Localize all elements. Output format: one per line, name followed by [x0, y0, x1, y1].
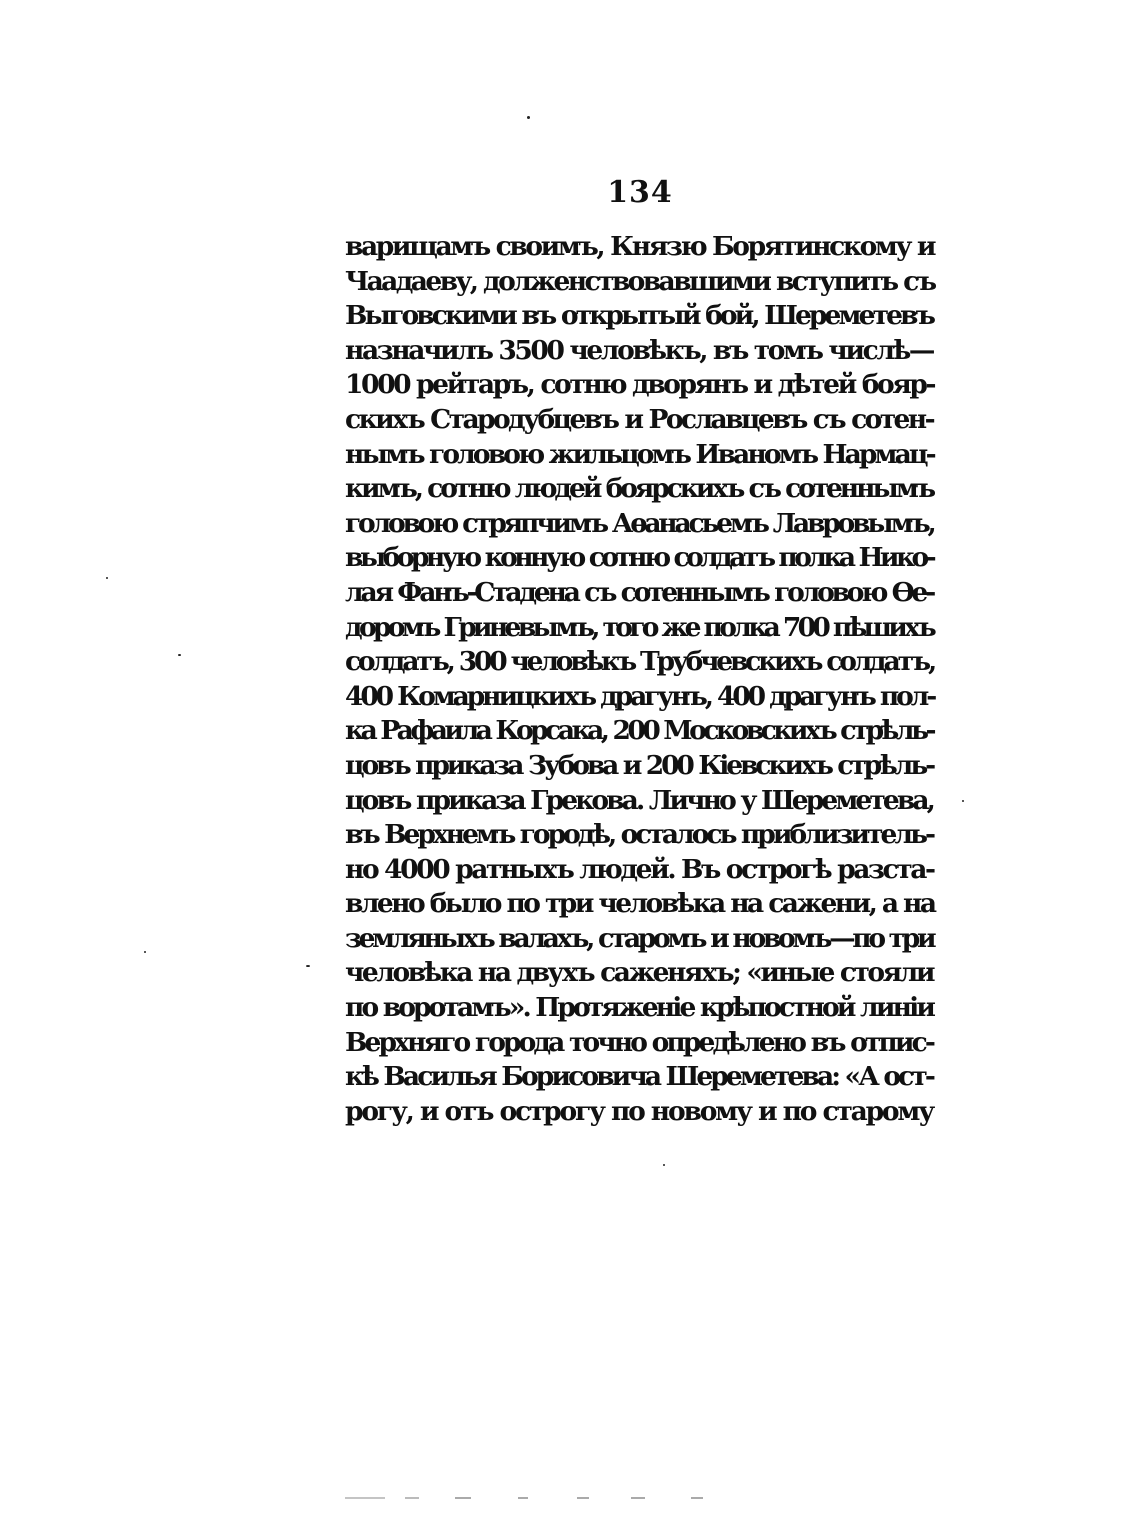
text-line: въ Верхнемъ городѣ, осталось приблизитель- — [345, 819, 933, 851]
scan-mark — [691, 1497, 703, 1499]
text-line: Чаадаеву, долженствовавшими вступить съ — [345, 265, 935, 297]
text-line: 1000 рейтаръ, сотню дворянъ и дѣтей бояр- — [345, 369, 935, 401]
text-line: солдатъ, 300 человѣкъ Трубчевскихъ солдатъ, — [345, 646, 934, 678]
text-line: кѣ Василья Борисовича Шереметева: «А ост- — [345, 1061, 933, 1093]
scan-speck — [527, 116, 530, 119]
text-line: цовъ приказа Зубова и 200 Кіевскихъ стрѣль- — [345, 749, 933, 781]
scan-mark — [345, 1497, 385, 1499]
scan-mark — [518, 1497, 528, 1499]
text-line: выборную конную сотню солдатъ полка Нико- — [345, 542, 933, 574]
text-line: но 4000 ратныхъ людей. Въ острогѣ разста- — [345, 853, 934, 885]
scan-speck — [306, 965, 310, 967]
text-line: 400 Комарницкихъ драгунъ, 400 драгунъ пол- — [345, 680, 935, 712]
scan-mark — [631, 1497, 645, 1499]
scan-speck — [663, 1164, 665, 1166]
text-line: доромъ Гриневымъ, того же полка 700 пѣшихъ — [345, 611, 933, 643]
text-line: назначилъ 3500 человѣкъ, въ томъ числѣ— — [345, 334, 933, 366]
text-line: рогу, и отъ острогу по новому и по старому — [345, 1095, 933, 1127]
page-number: 134 — [607, 175, 673, 210]
text-line: ка Рафаила Корсака, 200 Московскихъ стрѣль- — [345, 715, 933, 747]
scan-mark — [405, 1497, 419, 1499]
scan-mark — [455, 1497, 471, 1499]
scan-speck — [962, 800, 964, 802]
text-line: скихъ Стародубцевъ и Рославцевъ съ сотен- — [345, 403, 933, 435]
text-line: кимъ, сотню людей боярскихъ съ сотеннымъ — [345, 473, 933, 505]
body-text — [345, 230, 933, 1129]
text-line: цовъ приказа Грекова. Лично у Шереметева, — [345, 784, 933, 816]
text-line: по воротамъ». Протяженіе крѣпостной линіи — [345, 992, 933, 1024]
text-line: варищамъ своимъ, Князю Борятинскому и — [345, 231, 935, 262]
scan-speck — [106, 577, 108, 579]
scan-speck — [144, 951, 146, 953]
text-line: земляныхъ валахъ, старомъ и новомъ—по три — [345, 922, 934, 954]
text-line: нымъ головою жильцомъ Иваномъ Нармац- — [345, 438, 934, 470]
scan-speck — [178, 654, 181, 656]
scan-mark — [577, 1497, 589, 1499]
text-line: лая Фанъ-Стадена съ сотеннымъ головою Ѳе- — [345, 576, 933, 608]
text-line: человѣка на двухъ саженяхъ; «иные стояли — [345, 957, 933, 989]
text-line: головою стряпчимъ Аѳанасьемъ Лавровымъ, — [345, 507, 934, 539]
text-line: влено было по три человѣка на сажени, а на — [345, 888, 935, 920]
text-line: Верхняго города точно опредѣлено въ отпис- — [345, 1026, 933, 1058]
text-line: Выговскими въ открытый бой, Шереметевъ — [345, 300, 933, 332]
bottom-scan-marks — [345, 1497, 705, 1501]
